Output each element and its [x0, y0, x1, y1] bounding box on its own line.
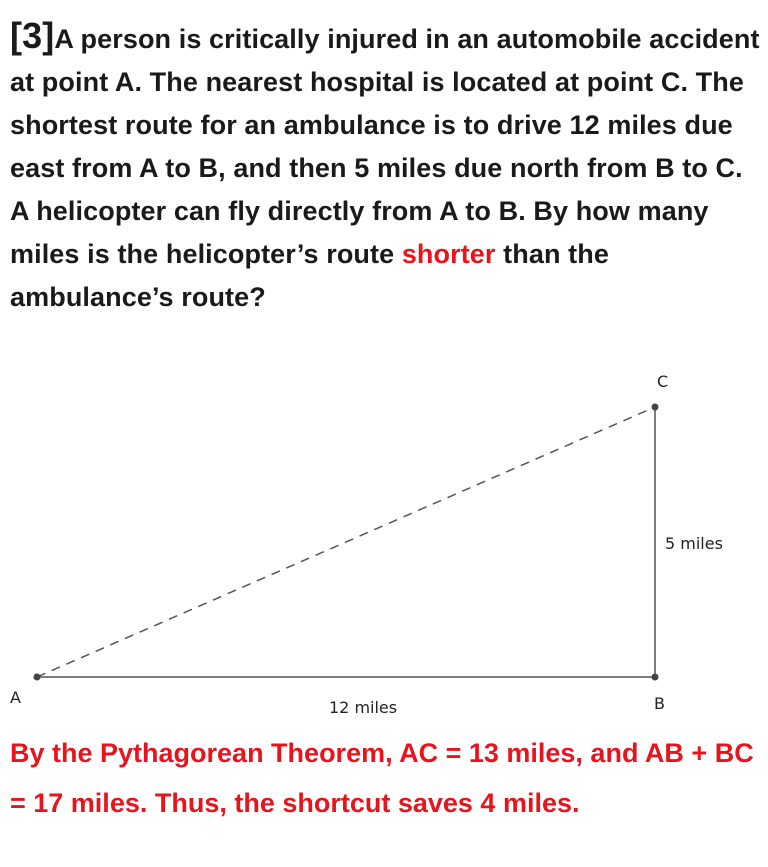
triangle-diagram	[0, 360, 768, 730]
hypotenuse-ac-dashed	[37, 407, 655, 677]
answer-text: By the Pythagorean Theorem, AC = 13 miles, and AB + BC = 17 miles. Thus, the shortcut saves 4 miles.	[10, 738, 754, 818]
problem-highlight-word: shorter	[401, 239, 496, 269]
point-c-dot	[652, 404, 659, 411]
point-b-dot	[652, 674, 659, 681]
problem-text-before: A person is critically injured in an automobile accident at point A. The nearest hospital is located at point C. The shortest route for an ambulance is to drive 12 miles due east from A to B, and then 5 miles due north from B to C. A helicopter can fly directly from A to B. By how many miles is the helicopter’s route	[10, 24, 760, 269]
point-a-label: A	[10, 688, 21, 707]
problem-number: [3]	[10, 15, 55, 56]
problem-statement	[10, 14, 762, 319]
point-b-label: B	[654, 694, 665, 713]
ab-length-label: 12 miles	[329, 698, 398, 717]
point-c-label: C	[657, 372, 669, 391]
bc-length-label: 5 miles	[665, 534, 723, 553]
point-a-dot	[34, 674, 41, 681]
problem-text-after: than the ambulance’s route?	[10, 239, 609, 312]
